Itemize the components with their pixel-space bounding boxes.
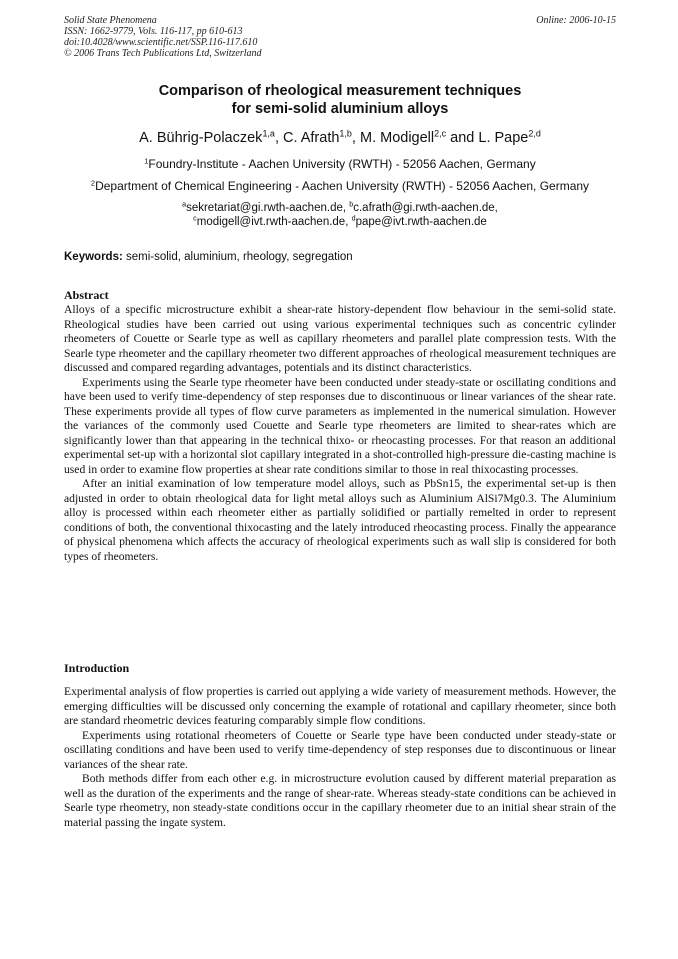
journal-copyright: © 2006 Trans Tech Publications Ltd, Switzerland xyxy=(64,48,262,59)
paper-title xyxy=(64,82,616,118)
author-list: A. Bührig-Polaczek$^{1,a}$, C. Afrath$^{1,b}$, M. Modigell$^{2,c}$ and L. Pape$^{2,d}$ xyxy=(139,128,541,146)
paper-title-line-2: for semi-solid aluminium alloys xyxy=(231,101,449,117)
introduction-body xyxy=(64,685,616,830)
email-line-2: $^c$modigell@ivt.rwth-aachen.de, $^d$pape@ivt.rwth-aachen.de xyxy=(193,214,487,228)
author: M. Modigell$^{2,c}$ xyxy=(359,128,447,146)
online-date: Online: 2006-10-15 xyxy=(536,15,616,26)
email-b[interactable]: c.afrath@gi.rwth-aachen.de, xyxy=(353,202,498,214)
journal-issn: ISSN: 1662-9779, Vols. 116-117, pp 610-613 xyxy=(64,26,243,37)
introduction-paragraph: Experimental analysis of flow properties is carried out applying a wide variety of measurement methods. However, the emerging difficulties will be discussed only concerning the example of rotational and capillary rheometer, since both are standard rheometric devices featuring comparably simple flow conditions. xyxy=(64,685,616,727)
affiliation-2: $^2$Department of Chemical Engineering - Aachen University (RWTH) - 52056 Aachen, Germany xyxy=(90,178,590,193)
abstract-body xyxy=(64,303,616,564)
introduction-heading: Introduction xyxy=(64,661,130,675)
affiliation-1: $^1$Foundry-Institute - Aachen University (RWTH) - 52056 Aachen, Germany xyxy=(144,156,536,171)
author: C. Afrath$^{1,b}$ xyxy=(283,128,352,146)
email-c[interactable]: modigell@ivt.rwth-aachen.de, xyxy=(196,216,349,228)
keywords xyxy=(64,250,616,264)
author: L. Pape$^{2,d}$ xyxy=(478,128,541,146)
abstract-paragraph: Alloys of a specific microstructure exhibit a shear-rate history-dependent flow behaviour in the semi-solid state. Rheological studies have been carried out using various experimental techniques such as concentric cylinder rheometers of Couette or Searle type as well as capillary rheometers and parallel plate compression tests. With the Searle type rheometer and the capillary rheometer two different approaches of rheological measurement techniques are discussed and compared regarding advantages, potentials and its distinct characteristics. xyxy=(64,303,616,374)
author: A. Bührig-Polaczek$^{1,a}$ xyxy=(139,128,275,146)
abstract-paragraph: Experiments using the Searle type rheometer have been conducted under steady-state or oscillating conditions and have been used to verify time-dependency of step responses due to discontinuous or linear variances of the shear rate. These experiments provide all types of flow curve parameters as implemented in the numerical simulation. However the variances of the commonly used Couette and Searle type rheometers are limited to shear-rates which are significantly lower than that appearing in the technical thixo- or rheocasting processes. For that reason an additional experimental set-up with a horizontal slot capillary integrated in a shot-controlled high-pressure die-casting machine is used in order to examine flow properties at shear rate conditions similar to those in real thixocasting processes. xyxy=(64,375,616,476)
email-a[interactable]: sekretariat@gi.rwth-aachen.de, xyxy=(186,202,347,214)
keywords-text: semi-solid, aluminium, rheology, segregation xyxy=(126,251,353,263)
abstract-paragraph: After an initial examination of low temperature model alloys, such as PbSn15, the experimental set-up is then adjusted in order to obtain rheological data for light metal alloys such as Aluminium AlSi7Mg0.3. The Aluminium alloy is processed within each rheometer either as partially solidified or partially remelted in order to represent conditions of both, the conventional thixocasting and the lately introduced rheocasting process. Finally the appearance of physical phenomena which affects the accuracy of rheological experiments such as wall slip is considered for both types of rheometers. xyxy=(64,477,616,563)
journal-name: Solid State Phenomena xyxy=(64,15,157,26)
keywords-label: Keywords: xyxy=(64,251,123,263)
paper-title-line-1: Comparison of rheological measurement techniques xyxy=(158,83,522,99)
email-d[interactable]: pape@ivt.rwth-aachen.de xyxy=(355,216,487,228)
journal-doi: doi:10.4028/www.scientific.net/SSP.116-117.610 xyxy=(64,37,258,48)
abstract-heading: Abstract xyxy=(64,288,109,302)
introduction-paragraph: Both methods differ from each other e.g. in microstructure evolution caused by different material preparation as well as the duration of the experiments and the range of shear-rate. Whereas steady-state conditions can be achieved in Searle type rheometry, non steady-state conditions occur in the capillary rheometer due to an initial shear strain of the material passing the ingate system. xyxy=(64,772,616,829)
introduction-paragraph: Experiments using rotational rheometers of Couette or Searle type have been conducted under steady-state or oscillating conditions and have been used to verify time-dependency of step responses due to discontinuous or linear variances of the shear rate. xyxy=(64,728,616,771)
journal-header xyxy=(64,15,616,59)
email-line-1: $^a$sekretariat@gi.rwth-aachen.de, $^b$c.afrath@gi.rwth-aachen.de, xyxy=(182,200,498,214)
